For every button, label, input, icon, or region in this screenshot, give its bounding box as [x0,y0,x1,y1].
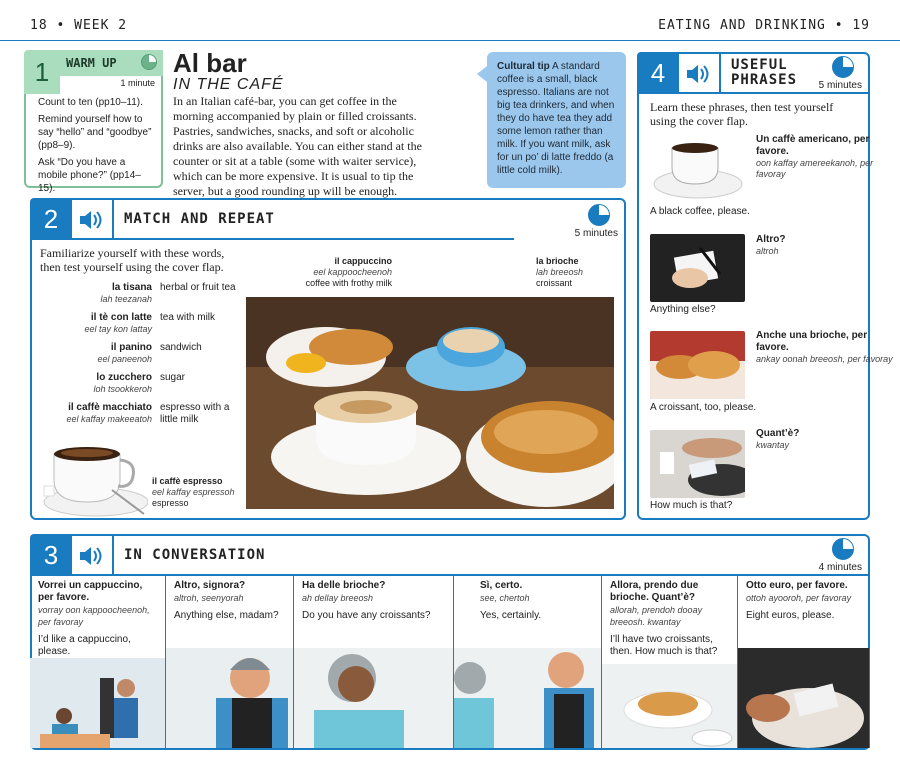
phrase-english: A croissant, too, please. [650,402,757,413]
intro-text: In an Italian café-bar, you can get coffee in the morning accompanied by plain or filled croissants. Pastries, sandwiches, snacks, and soft or alcoholic drinks are also available. You can either stand at the counter or sit at a table (some with waiter service), which can be more expensive. It is usual to tip the server, but a good rounding up will be enough. [173,94,422,198]
section-title: IN CONVERSATION [124,547,266,563]
section-number: 4 [637,52,679,94]
panel-pronunciation: allorah, prendoh dooay breeosh. kwantay [610,605,703,627]
panel-english: Yes, certainly. [480,610,542,621]
vocab-italian: la tisana [111,282,152,293]
warmup-box [24,50,163,194]
conversation-panel [294,574,454,748]
header-rule [0,40,900,41]
caption-pronunciation: eel kappoocheenoh [313,267,392,277]
panel-english: Eight euros, please. [746,610,835,621]
section-title: MATCH AND REPEAT [124,211,275,227]
conversation-panel [602,574,738,748]
page-subtitle: IN THE CAFÉ [173,76,284,93]
conversation-panel [166,574,294,748]
panel-text [610,580,731,658]
section-number: 3 [30,534,72,576]
cafe-table-photo [246,297,614,509]
phrase-pronunciation: oon kaffay amereekanoh, per favoray [756,158,874,179]
timer-icon [141,54,157,70]
speaker-icon[interactable] [76,542,104,570]
phrase-pronunciation: altroh [756,246,779,256]
panel-text [174,580,287,622]
page-number-right: EATING AND DRINKING • 19 [658,18,870,33]
caption-english: coffee with frothy milk [305,278,392,288]
caption-english: croissant [536,278,573,288]
section-number: 2 [30,198,72,240]
timer-icon [588,204,610,226]
caption-italian: la brioche [536,256,579,266]
section-minutes: 5 minutes [574,228,618,239]
payment-image [650,430,745,498]
waiter-notepad-image [650,234,745,302]
match-intro: Familiarize yourself with these words, then test yourself using the cover flap. [40,246,225,274]
title-line: PHRASES [731,72,798,88]
phrase-italian [756,234,785,257]
phrase-pronunciation: ankay oonah breeosh, per favoray [756,354,893,364]
warmup-number: 1 [24,50,60,94]
espresso-cup-image [36,430,148,522]
caption-cappuccino [300,256,392,289]
phrase-english: How much is that? [650,500,733,511]
conversation-panel [738,574,870,748]
vocab-pronunciation: eel kaffay makeeatoh [66,414,152,424]
tip-text: A standard coffee is a small, black espresso. Italians are not big tea drinkers, and when they do have tea they add some lemon rather than milk. If you want milk, ask for un po’ di latte freddo (a little cold milk). [497,61,615,176]
panel-pronunciation: ah dellay breeosh [302,593,374,603]
vocab-english: tea with milk [160,312,216,323]
speaker-icon[interactable] [76,206,104,234]
divider [719,54,721,92]
caption-italian: il cappuccino [334,256,392,266]
vocab-italian: lo zucchero [96,372,152,383]
panel-italian: Vorrei un cappuccino, per favore. [38,580,143,603]
panel-italian: Ha delle brioche? [302,580,386,591]
vocab-english: herbal or fruit tea [160,282,236,293]
phrase-text: Altro? [756,234,786,245]
phrase-english: Anything else? [650,304,716,315]
divider [32,238,514,240]
vocab-italian: il caffè macchiato [68,402,152,413]
panel-english: Anything else, madam? [174,610,279,621]
panel-italian: Altro, signora? [174,580,246,591]
phrase-italian [756,330,900,365]
caption-brioche [536,256,583,289]
phrase-text: Quant’è? [756,428,800,439]
caption-pronunciation: lah breeosh [536,267,584,277]
vocab-english: sandwich [160,342,202,353]
phrase-italian [756,134,900,180]
vocab-pronunciation: lah teezanah [100,294,152,304]
panel-english: Do you have any croissants? [302,610,431,621]
vocab-english: sugar [160,372,186,383]
warmup-minutes: 1 minute [120,78,155,88]
vocab-pronunciation: eel tay kon lattay [84,324,152,334]
panel-italian: Otto euro, per favore. [746,580,848,591]
phrase-italian [756,428,799,451]
panel-english: I’ll have two croissants, then. How much is that? [610,634,718,657]
tip-pointer [477,66,487,82]
phrase-english: A black coffee, please. [650,206,750,217]
panel-pronunciation: see, chertoh [480,593,530,603]
panel-pronunciation: ottoh ayooroh, per favoray [746,593,852,603]
warmup-line: Count to ten (pp10–11). [38,97,143,108]
section-title [731,58,797,88]
warmup-list [38,96,155,199]
caption-italian: il caffè espresso [152,476,223,486]
card-payment-illustration [738,648,870,748]
warmup-title: WARM UP [60,50,163,76]
section-minutes: 5 minutes [818,80,862,91]
waiter-illustration [166,638,294,748]
panel-text [480,580,595,622]
phrase-text: Un caffè americano, per favore. [756,134,870,157]
americano-cup-image [650,134,745,202]
customer-illustration [294,638,454,748]
panel-pronunciation: vorray oon kappoocheenoh, per favoray [38,605,150,627]
conversation-panel [30,574,166,748]
panel-pronunciation: altroh, seenyorah [174,593,244,603]
cultural-tip-box [487,52,626,188]
section-minutes: 4 minutes [818,562,862,573]
phrases-intro: Learn these phrases, then test yourself using the cover flap. [650,100,834,128]
vocab-english: espresso with a little milk [160,402,230,425]
timer-icon [832,56,854,78]
vocab-pronunciation: eel paneenoh [97,354,152,364]
warmup-line: Ask “Do you have a mobile phone?” (pp14–15). [38,157,141,194]
vocab-italian: il tè con latte [90,312,152,323]
tip-label: Cultural tip [497,61,550,72]
phrase-text: Anche una brioche, per favore. [756,330,868,353]
divider [112,536,114,574]
vocab-italian: il panino [110,342,152,353]
caption-espresso [152,476,235,509]
divider [639,92,868,94]
panel-italian: Allora, prendo due brioche. Quant’è? [610,580,699,603]
panel-text [746,580,863,622]
page-title: Al bar [173,48,247,78]
title-line: USEFUL [731,57,788,73]
timer-icon [832,538,854,560]
divider [112,200,114,238]
waiter-serving-illustration [454,638,602,748]
conversation-panel [454,574,602,748]
caption-pronunciation: eel kaffay espressoh [152,487,235,497]
warmup-line: Remind yourself how to say “hello” and “goodbye” (pp8–9). [38,114,152,151]
caption-english: espresso [152,498,189,508]
panel-english: I’d like a cappuccino, please. [38,634,131,657]
cafe-scene-illustration [30,638,166,748]
speaker-icon[interactable] [683,60,711,88]
panel-italian: Sì, certo. [480,580,523,591]
croissant-plate-illustration [602,664,738,748]
vocab-pronunciation: loh tsookkeroh [93,384,152,394]
phrase-pronunciation: kwantay [756,440,790,450]
croissants-image [650,331,745,399]
panel-text [302,580,447,622]
page-number-left: 18 • WEEK 2 [30,18,128,33]
